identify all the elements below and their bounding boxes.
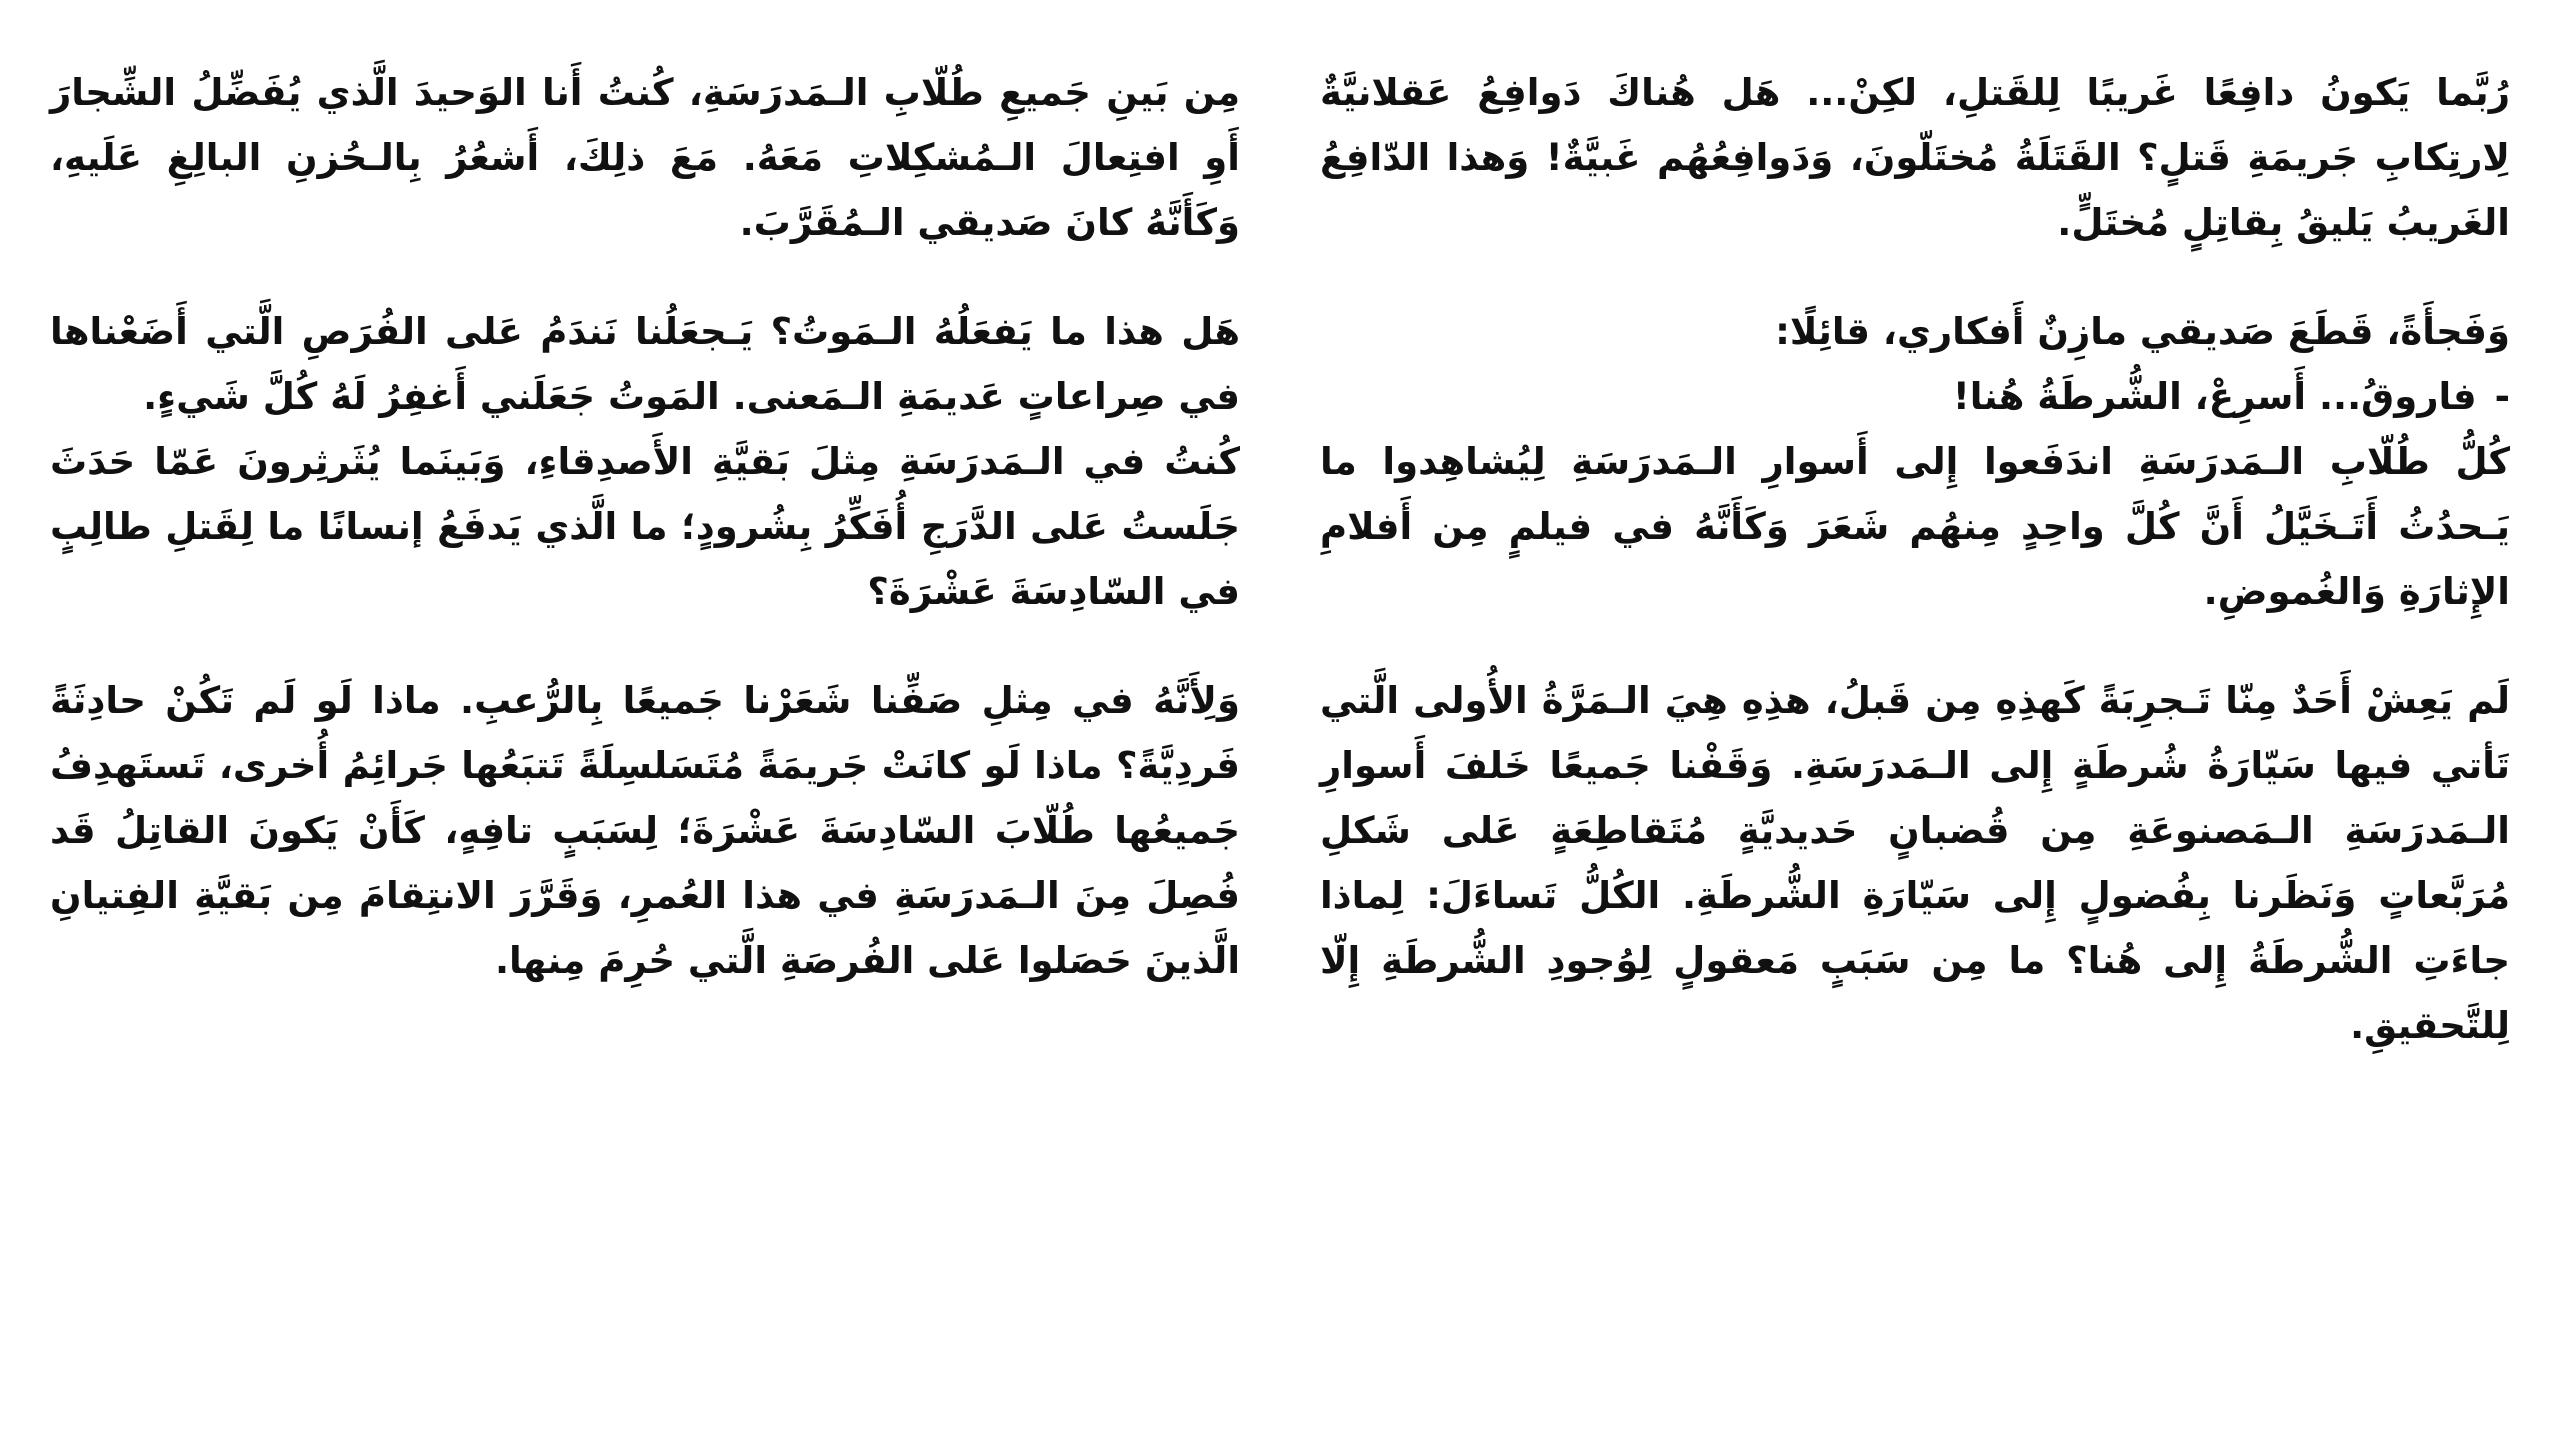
paragraph: وَفَجأَةً، قَطَعَ صَديقي مازِنٌ أَفكاري، قائِلًا:: [1775, 310, 2510, 353]
dialogue-text: فاروقُ... أَسرِعْ، الشُّرطَةُ هُنا!: [1952, 375, 2477, 418]
dialogue-line: [1320, 364, 2510, 429]
paragraph: وَلِأَنَّهُ في مِثلِ صَفِّنا شَعَرْنا جَميعًا بِالرُّعبِ. ماذا لَو لَم تَكُنْ حادِثَةً فَردِيَّةً؟ ماذا لَو كانَتْ جَريمَةً مُتَسَلسِلَةً تَتبَعُها جَرائِمُ أُخرى، تَستَهدِفُ جَميعُها طُلّابَ السّادِسَةَ عَشْرَةَ؛ لِسَبَبٍ تافِهٍ، كَأَنْ يَكونَ القاتِلُ قَد فُصِلَ مِنَ الـمَدرَسَةِ في هذا العُمرِ، وَقَرَّرَ الانتِقامَ مِن بَقيَّةِ الفِتيانِ الَّذينَ حَصَلوا عَلى الفُرصَةِ الَّتي حُرِمَ مِنها.: [50, 679, 1240, 982]
paragraph: كُلُّ طُلّابِ الـمَدرَسَةِ اندَفَعوا إِلى أَسوارِ الـمَدرَسَةِ لِيُشاهِدوا ما يَـحدُثُ أَتَـخَيَّلُ أَنَّ كُلَّ واحِدٍ مِنهُم شَعَرَ وَكَأَنَّهُ في فيلمٍ مِن أَفلامِ الإِثارَةِ وَالغُموضِ.: [1320, 440, 2510, 613]
paragraph: لَم يَعِشْ أَحَدٌ مِنّا تَـجرِبَةً كَهذِهِ مِن قَبلُ، هذِهِ هِيَ الـمَرَّةُ الأُولى الَّتي تَأتي فيها سَيّارَةُ شُرطَةٍ إِلى الـمَدرَسَةِ. وَقَفْنا جَميعًا خَلفَ أَسوارِ الـمَدرَسَةِ الـمَصنوعَةِ مِن قُضبانٍ حَديديَّةٍ مُتَقاطِعَةٍ عَلى شَكلِ مُرَبَّعاتٍ وَنَظَرنا بِفُضولٍ إِلى سَيّارَةِ الشُّرطَةِ. الكُلُّ تَساءَلَ: لِماذا جاءَتِ الشُّرطَةُ إِلى هُنا؟ ما مِن سَبَبٍ مَعقولٍ لِوُجودِ الشُّرطَةِ إِلّا لِلتَّحقيقِ.: [1320, 679, 2510, 1047]
dialogue-dash: -: [2494, 375, 2510, 418]
right-column: [50, 60, 1240, 1440]
paragraph: مِن بَينِ جَميعِ طُلّابِ الـمَدرَسَةِ، كُنتُ أَنا الوَحيدَ الَّذي يُفَضِّلُ الشِّجارَ أَوِ افتِعالَ الـمُشكِلاتِ مَعَهُ. مَعَ ذلِكَ، أَشعُرُ بِالـحُزنِ البالِغِ عَلَيهِ، وَكَأَنَّهُ كانَ صَديقي الـمُقَرَّبَ.: [50, 71, 1240, 244]
paragraph: رُبَّما يَكونُ دافِعًا غَريبًا لِلقَتلِ، لكِنْ... هَل هُناكَ دَوافِعُ عَقلانيَّةٌ لِارتِكابِ جَريمَةِ قَتلٍ؟ القَتَلَةُ مُختَلّونَ، وَدَوافِعُهُم غَبيَّةٌ! وَهذا الدّافِعُ الغَريبُ يَليقُ بِقاتِلٍ مُختَلٍّ.: [1320, 71, 2510, 244]
left-column: [1320, 60, 2510, 1440]
paragraph: كُنتُ في الـمَدرَسَةِ مِثلَ بَقيَّةِ الأَصدِقاءِ، وَبَينَما يُثَرثِرونَ عَمّا حَدَثَ جَلَستُ عَلى الدَّرَجِ أُفَكِّرُ بِشُرودٍ؛ ما الَّذي يَدفَعُ إنسانًا ما لِقَتلِ طالِبٍ في السّادِسَةَ عَشْرَةَ؟: [50, 440, 1240, 613]
paragraph: هَل هذا ما يَفعَلُهُ الـمَوتُ؟ يَـجعَلُنا نَندَمُ عَلى الفُرَصِ الَّتي أَضَعْناها في صِراعاتٍ عَديمَةِ الـمَعنى. المَوتُ جَعَلَني أَغفِرُ لَهُ كُلَّ شَيءٍ.: [50, 310, 1240, 418]
